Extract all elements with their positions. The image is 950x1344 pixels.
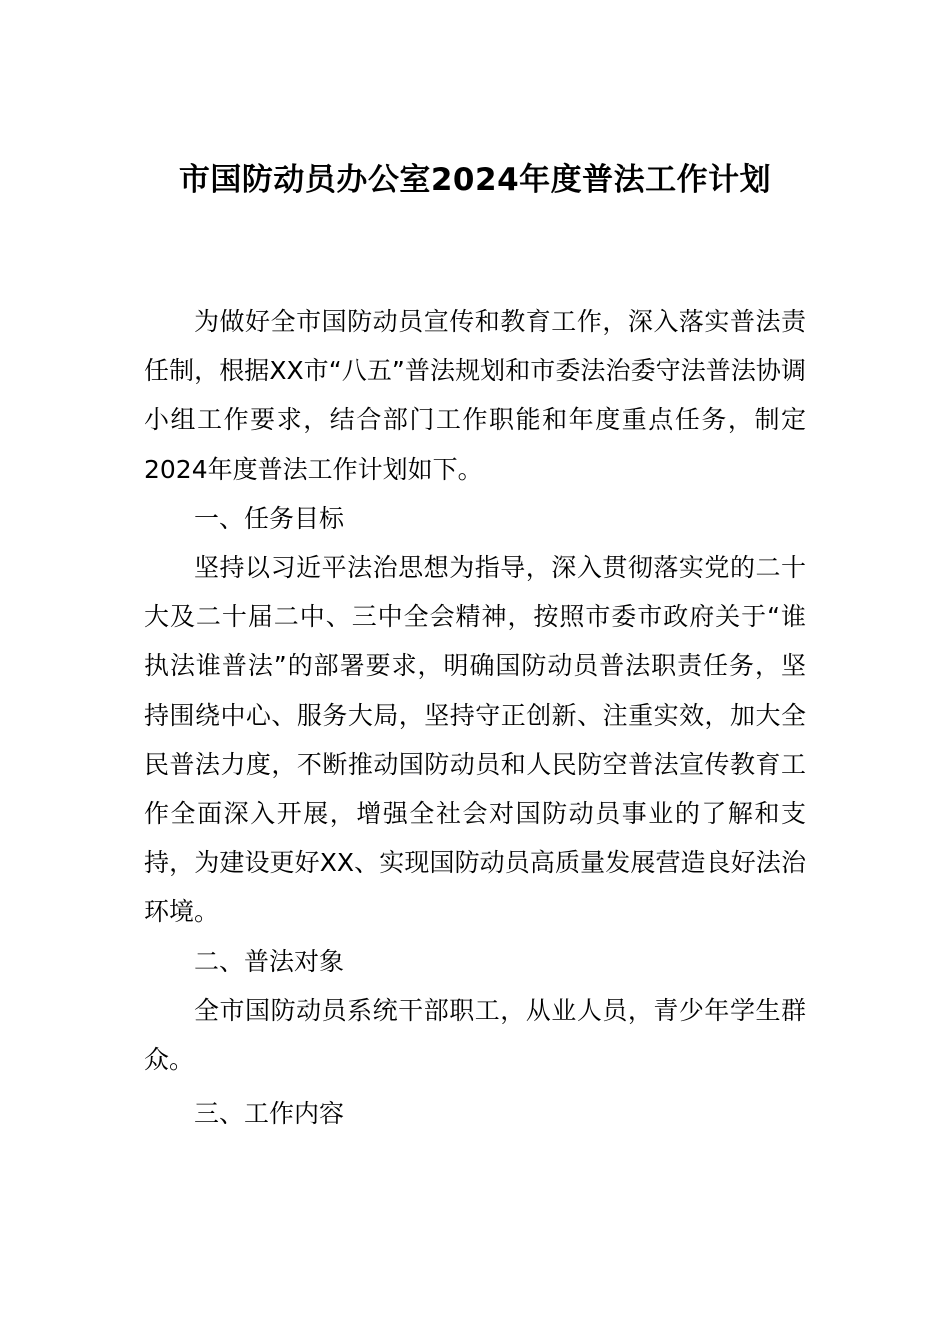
document-body [144,297,806,1138]
document-title: 市国防动员办公室2024年度普法工作计划 [178,162,772,198]
audience-paragraph: 全市国防动员系统干部职工，从业人员，青少年学生群众。 [144,995,806,1075]
objectives-paragraph: 坚持以习近平法治思想为指导，深入贯彻落实党的二十大及二十届二中、三中全会精神，按照市委市政府关于“谁执法谁普法”的部署要求，明确国防动员普法职责任务，坚持围绕中心、服务大局，坚持守正创新、注重实效，加大全民普法力度，不断推动国防动员和人民防空普法宣传教育工作全面深入开展，增强全社会对国防动员事业的了解和支持，为建设更好XX、实现国防动员高质量发展营造良好法治环境。 [144,553,806,927]
section-heading-objectives: 一、任务目标 [194,503,345,533]
section-heading-audience: 二、普法对象 [194,946,345,976]
intro-paragraph: 为做好全市国防动员宣传和教育工作，深入落实普法责任制，根据XX市“八五”普法规划和市委法治委守法普法协调小组工作要求，结合部门工作职能和年度重点任务，制定2024年度普法工作计划如下。 [144,307,806,484]
section-heading-content: 三、工作内容 [194,1099,345,1129]
